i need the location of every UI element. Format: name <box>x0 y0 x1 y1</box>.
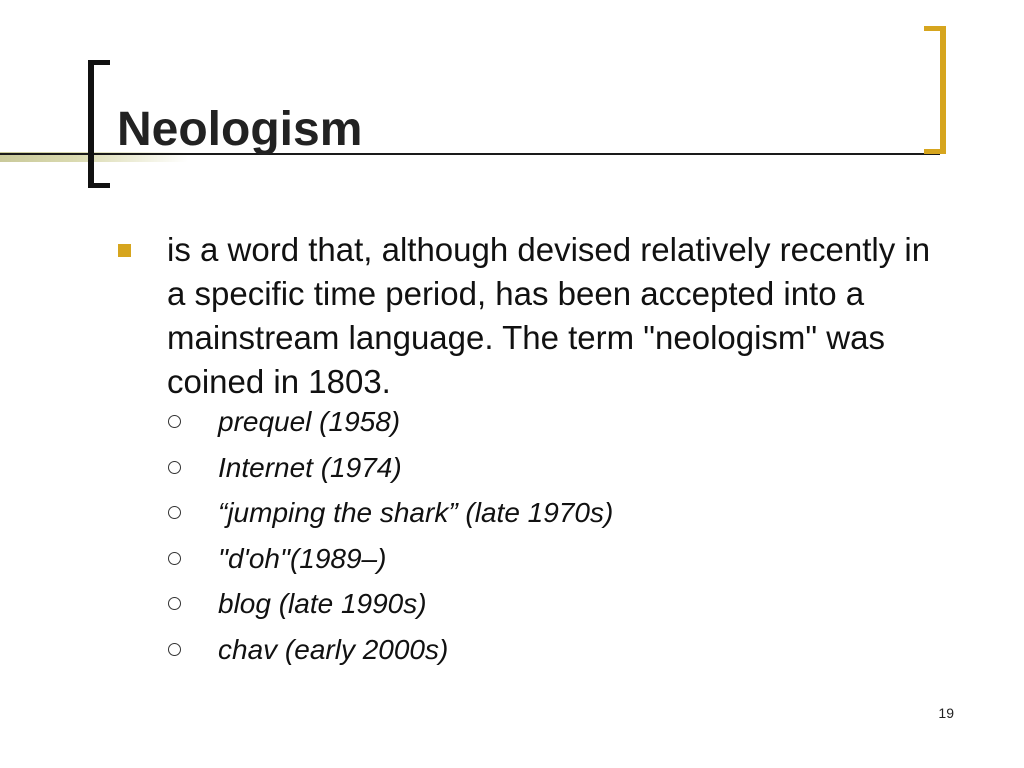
square-bullet-icon <box>118 244 131 257</box>
left-bracket-decoration <box>88 60 110 188</box>
example-text: "d'oh"(1989–) <box>218 542 387 574</box>
example-text: Internet (1974) <box>218 451 402 483</box>
main-bullet-text: is a word that, although devised relatively recently in a specific time period, has been accepted into a mainstream language. The term "neologism" was coined in 1803. <box>167 231 931 400</box>
list-item <box>168 541 868 587</box>
list-item <box>168 404 868 450</box>
hollow-circle-bullet-icon <box>168 597 181 610</box>
examples-list <box>168 404 868 678</box>
right-bracket-decoration <box>924 26 946 154</box>
example-text: chav (early 2000s) <box>218 633 449 665</box>
list-item <box>168 632 868 678</box>
hollow-circle-bullet-icon <box>168 461 181 474</box>
page-number: 19 <box>938 705 954 721</box>
list-item <box>168 586 868 632</box>
list-item <box>168 450 868 496</box>
hollow-circle-bullet-icon <box>168 415 181 428</box>
hollow-circle-bullet-icon <box>168 506 181 519</box>
hollow-circle-bullet-icon <box>168 552 181 565</box>
example-text: “jumping the shark” (late 1970s) <box>218 497 614 529</box>
hollow-circle-bullet-icon <box>168 643 181 656</box>
example-text: prequel (1958) <box>218 406 401 437</box>
example-text: blog (late 1990s) <box>218 588 427 620</box>
list-item <box>168 495 868 541</box>
slide-title: Neologism <box>117 103 363 156</box>
